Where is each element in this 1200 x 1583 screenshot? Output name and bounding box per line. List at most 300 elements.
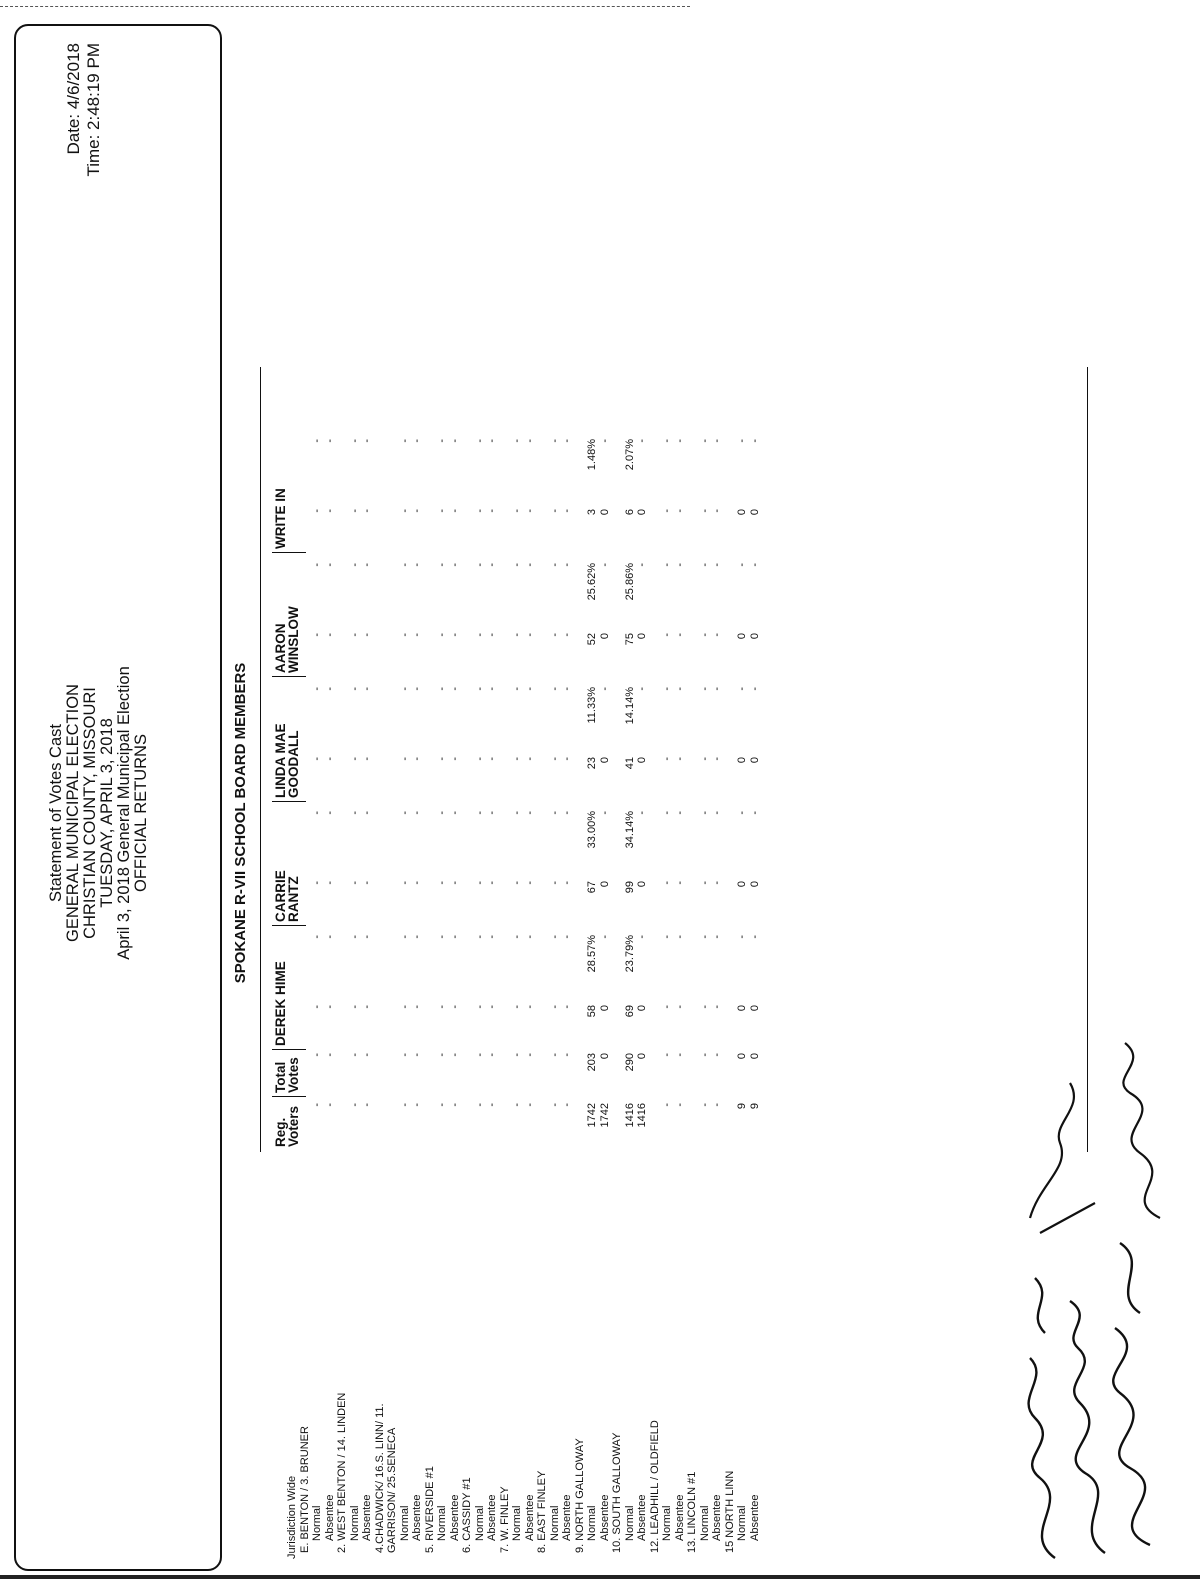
table-cell: - <box>598 811 611 815</box>
table-cell: - <box>411 1103 423 1107</box>
table-cell: - <box>361 509 373 513</box>
table-cell: - <box>348 757 361 761</box>
table-cell: - <box>711 687 723 691</box>
table-cell: - <box>436 1103 448 1107</box>
table-cell: 0 <box>748 881 761 888</box>
table-cell: - <box>661 509 673 513</box>
table-cell: - <box>398 563 411 567</box>
table-cell: - <box>448 1005 461 1009</box>
table-cell: - <box>361 563 373 567</box>
table-cell: 1742 <box>586 1103 598 1128</box>
table-cell: - <box>348 1005 361 1009</box>
table-cell: - <box>698 881 711 885</box>
table-cell: - <box>511 935 523 939</box>
table-cell: 0 <box>598 509 611 516</box>
vote-type-label: Normal <box>548 1505 561 1541</box>
table-cell: - <box>548 687 561 691</box>
table-cell: - <box>636 563 648 567</box>
table-cell: - <box>511 439 523 443</box>
table-cell: - <box>311 563 323 567</box>
table-cell: - <box>548 1053 561 1057</box>
table-cell: - <box>548 1005 561 1009</box>
table-cell: - <box>411 757 423 761</box>
table-cell: - <box>448 1103 461 1107</box>
jurisdiction-label: 7. W. FINLEY <box>498 1486 511 1553</box>
report-time: Time: 2:48:19 PM <box>84 43 103 177</box>
table-cell: 41 <box>623 757 636 770</box>
table-rule-top <box>260 367 261 1152</box>
table-cell: - <box>561 633 573 637</box>
table-cell: - <box>436 509 448 513</box>
table-cell: - <box>311 881 323 885</box>
table-cell: - <box>548 509 561 513</box>
table-cell: - <box>311 757 323 761</box>
table-cell: - <box>348 811 361 815</box>
vote-type-label: Normal <box>511 1505 523 1541</box>
table-cell: - <box>748 563 761 567</box>
table-cell: - <box>511 1053 523 1057</box>
table-cell: - <box>598 935 611 939</box>
table-cell: - <box>636 811 648 815</box>
table-cell: - <box>323 811 336 815</box>
table-cell: - <box>548 633 561 637</box>
table-cell: - <box>436 757 448 761</box>
table-row <box>311 0 324 1583</box>
jurisdiction-label: 12. LEADHILL / OLDFIELD <box>648 1420 661 1553</box>
jurisdiction-label: Jurisdiction Wide <box>286 1475 298 1559</box>
table-cell: - <box>323 757 336 761</box>
table-cell: 0 <box>598 1053 611 1060</box>
table-cell: - <box>311 811 323 815</box>
table-cell: - <box>523 439 536 443</box>
report-date: Date: 4/6/2018 <box>64 43 83 155</box>
col-header-line: AARON <box>273 623 288 673</box>
table-cell: - <box>698 1053 711 1057</box>
table-cell: - <box>411 687 423 691</box>
table-row <box>611 0 624 1583</box>
vote-type-label: Absentee <box>523 1494 536 1541</box>
table-cell: - <box>523 1053 536 1057</box>
table-row <box>661 0 674 1583</box>
table-cell: - <box>511 687 523 691</box>
table-cell: - <box>698 687 711 691</box>
table-cell: 25.62% <box>586 563 598 601</box>
table-cell: - <box>361 1005 373 1009</box>
table-cell: - <box>436 687 448 691</box>
table-cell: - <box>561 935 573 939</box>
table-cell: - <box>398 439 411 443</box>
table-cell: - <box>361 881 373 885</box>
table-cell: 14.14% <box>623 687 636 725</box>
table-cell: 0 <box>736 509 748 516</box>
table-cell: - <box>698 439 711 443</box>
table-cell: - <box>486 1103 498 1107</box>
table-cell: - <box>598 439 611 443</box>
vote-data-rows <box>286 0 761 1583</box>
table-cell: - <box>698 633 711 637</box>
table-cell: - <box>673 1053 686 1057</box>
vote-type-label: Absentee <box>673 1494 686 1541</box>
table-cell: - <box>398 1053 411 1057</box>
table-cell: - <box>673 1103 686 1107</box>
table-cell: - <box>398 757 411 761</box>
table-row <box>636 0 649 1583</box>
table-cell: - <box>711 439 723 443</box>
table-cell: - <box>398 687 411 691</box>
table-cell: - <box>673 633 686 637</box>
table-cell: - <box>698 811 711 815</box>
vote-type-label: Normal <box>473 1505 486 1541</box>
table-cell: - <box>486 563 498 567</box>
table-row <box>386 0 399 1583</box>
contest-title: SPOKANE R-VII SCHOOL BOARD MEMBERS <box>232 662 249 984</box>
table-cell: 75 <box>623 633 636 646</box>
table-cell: - <box>636 687 648 691</box>
table-cell: - <box>523 757 536 761</box>
col-header-line: DEREK HIME <box>273 961 288 1046</box>
table-cell: - <box>523 935 536 939</box>
report-title-line: GENERAL MUNICIPAL ELECTION <box>64 684 82 942</box>
table-cell: 1416 <box>623 1103 636 1128</box>
table-cell: - <box>398 509 411 513</box>
table-row <box>511 0 524 1583</box>
table-row <box>324 0 337 1583</box>
table-cell: - <box>736 687 748 691</box>
report-title-line: OFFICIAL RETURNS <box>132 734 150 892</box>
table-cell: - <box>711 1053 723 1057</box>
handwritten-signatures <box>1000 1023 1190 1563</box>
table-cell: - <box>698 757 711 761</box>
table-cell: 2.07% <box>623 439 636 471</box>
table-cell: 52 <box>586 633 598 646</box>
table-cell: - <box>523 1103 536 1107</box>
table-cell: 0 <box>636 633 648 640</box>
report-title-line: CHRISTIAN COUNTY, MISSOURI <box>81 687 99 939</box>
table-cell: - <box>673 1005 686 1009</box>
table-cell: - <box>323 509 336 513</box>
table-cell: - <box>473 935 486 939</box>
table-cell: 34.14% <box>623 811 636 849</box>
table-cell: - <box>411 633 423 637</box>
table-cell: - <box>411 1053 423 1057</box>
table-cell: - <box>473 509 486 513</box>
table-cell: - <box>486 757 498 761</box>
table-row <box>574 0 587 1583</box>
jurisdiction-label: E. BENTON / 3. BRUNER <box>298 1426 311 1553</box>
signature-stroke <box>1029 1278 1055 1558</box>
table-row <box>461 0 474 1583</box>
table-cell: - <box>548 935 561 939</box>
table-row <box>349 0 362 1583</box>
table-cell: - <box>348 1103 361 1107</box>
table-cell: - <box>698 935 711 939</box>
table-cell: - <box>473 439 486 443</box>
table-row <box>299 0 312 1583</box>
jurisdiction-label: 5. RIVERSIDE #1 <box>423 1466 436 1553</box>
table-cell: - <box>398 935 411 939</box>
table-cell: - <box>436 935 448 939</box>
table-cell: - <box>361 935 373 939</box>
signature-stroke <box>1123 1043 1160 1218</box>
table-cell: 0 <box>636 509 648 516</box>
table-cell: - <box>523 1005 536 1009</box>
table-cell: - <box>561 509 573 513</box>
table-cell: - <box>323 1103 336 1107</box>
table-cell: - <box>548 439 561 443</box>
table-cell: - <box>486 1053 498 1057</box>
table-cell: - <box>698 563 711 567</box>
table-row <box>424 0 437 1583</box>
table-cell: - <box>473 1103 486 1107</box>
report-title-line: TUESDAY, APRIL 3, 2018 <box>98 718 116 908</box>
table-cell: - <box>673 563 686 567</box>
table-cell: - <box>561 1103 573 1107</box>
table-cell: - <box>348 687 361 691</box>
table-cell: - <box>348 935 361 939</box>
table-cell: - <box>673 757 686 761</box>
table-cell: - <box>486 881 498 885</box>
table-cell: - <box>348 439 361 443</box>
vote-type-label: Absentee <box>411 1494 423 1541</box>
table-cell: - <box>711 563 723 567</box>
table-cell: - <box>311 439 323 443</box>
table-cell: - <box>523 633 536 637</box>
table-cell: - <box>486 633 498 637</box>
table-cell: - <box>661 1053 673 1057</box>
table-cell: - <box>673 811 686 815</box>
table-cell: - <box>473 633 486 637</box>
table-row <box>486 0 499 1583</box>
table-cell: - <box>673 935 686 939</box>
table-cell: - <box>411 439 423 443</box>
col-header-line: WINSLOW <box>286 606 301 673</box>
table-cell: - <box>711 1005 723 1009</box>
jurisdiction-label: 8. EAST FINLEY <box>536 1470 548 1553</box>
table-cell: 0 <box>748 509 761 516</box>
table-cell: - <box>323 687 336 691</box>
table-row <box>399 0 412 1583</box>
table-cell: - <box>661 1103 673 1107</box>
vote-type-label: Normal <box>398 1505 411 1541</box>
col-header-line: Total <box>273 1061 288 1093</box>
jurisdiction-label: 6. CASSIDY #1 <box>461 1477 473 1553</box>
table-cell: 28.57% <box>586 935 598 973</box>
table-row <box>336 0 349 1583</box>
table-cell: - <box>473 881 486 885</box>
table-cell: - <box>311 1103 323 1107</box>
table-cell: - <box>711 881 723 885</box>
table-cell: - <box>561 811 573 815</box>
report-title-block <box>48 463 150 1163</box>
table-cell: - <box>511 881 523 885</box>
table-row <box>736 0 749 1583</box>
table-row <box>374 0 387 1583</box>
table-cell: 9 <box>748 1103 761 1110</box>
table-cell: - <box>511 1005 523 1009</box>
table-cell: - <box>348 509 361 513</box>
table-cell: - <box>448 757 461 761</box>
table-cell: - <box>548 881 561 885</box>
table-cell: - <box>311 1005 323 1009</box>
table-cell: 290 <box>623 1053 636 1072</box>
jurisdiction-label: GARRISON/ 25.SENECA <box>386 1427 398 1553</box>
table-cell: - <box>411 563 423 567</box>
table-cell: - <box>598 687 611 691</box>
table-cell: 1416 <box>636 1103 648 1128</box>
table-cell: - <box>523 563 536 567</box>
table-cell: - <box>698 1103 711 1107</box>
table-row <box>549 0 562 1583</box>
vote-type-label: Normal <box>736 1505 748 1541</box>
vote-type-label: Absentee <box>361 1494 373 1541</box>
table-cell: - <box>661 757 673 761</box>
table-cell: 3 <box>586 509 598 516</box>
table-cell: - <box>361 633 373 637</box>
signature-stroke <box>1113 1243 1150 1545</box>
table-cell: - <box>323 439 336 443</box>
table-cell: 0 <box>636 1053 648 1060</box>
table-row <box>474 0 487 1583</box>
table-cell: - <box>561 757 573 761</box>
table-cell: - <box>548 811 561 815</box>
table-cell: - <box>736 439 748 443</box>
table-cell: 0 <box>736 1053 748 1060</box>
table-cell: 1.48% <box>586 439 598 471</box>
col-header-line: LINDA MAE <box>273 723 288 798</box>
table-cell: - <box>436 563 448 567</box>
vote-type-label: Absentee <box>486 1494 498 1541</box>
table-cell: - <box>361 687 373 691</box>
table-cell: - <box>548 757 561 761</box>
table-cell: - <box>348 1053 361 1057</box>
table-cell: - <box>473 687 486 691</box>
table-cell: 0 <box>748 1005 761 1012</box>
table-cell: 0 <box>736 1005 748 1012</box>
table-cell: - <box>311 935 323 939</box>
table-cell: - <box>661 687 673 691</box>
table-row <box>711 0 724 1583</box>
table-cell: 0 <box>598 1005 611 1012</box>
vote-type-label: Absentee <box>598 1494 611 1541</box>
table-cell: - <box>523 687 536 691</box>
table-row <box>724 0 737 1583</box>
table-cell: - <box>398 811 411 815</box>
table-cell: 0 <box>636 1005 648 1012</box>
table-cell: - <box>348 563 361 567</box>
table-cell: - <box>323 881 336 885</box>
table-cell: - <box>511 633 523 637</box>
table-row <box>649 0 662 1583</box>
vote-type-label: Normal <box>623 1505 636 1541</box>
table-row <box>361 0 374 1583</box>
table-cell: - <box>511 757 523 761</box>
report-title-line: Statement of Votes Cast <box>47 724 65 902</box>
table-cell: - <box>448 811 461 815</box>
table-cell: - <box>323 633 336 637</box>
table-row <box>674 0 687 1583</box>
table-cell: 0 <box>598 881 611 888</box>
table-cell: - <box>411 811 423 815</box>
table-cell: - <box>473 563 486 567</box>
table-cell: - <box>661 633 673 637</box>
table-cell: - <box>561 1005 573 1009</box>
vote-type-label: Normal <box>311 1505 323 1541</box>
vote-type-label: Normal <box>436 1505 448 1541</box>
table-cell: - <box>673 439 686 443</box>
table-cell: - <box>448 563 461 567</box>
table-row <box>286 0 299 1583</box>
table-cell: - <box>411 881 423 885</box>
vote-type-label: Normal <box>698 1505 711 1541</box>
table-cell: 0 <box>748 757 761 764</box>
table-cell: - <box>511 1103 523 1107</box>
table-cell: - <box>348 881 361 885</box>
table-cell: - <box>511 811 523 815</box>
table-cell: - <box>711 935 723 939</box>
table-cell: - <box>636 439 648 443</box>
table-cell: 23.79% <box>623 935 636 973</box>
table-cell: - <box>398 881 411 885</box>
table-row <box>586 0 599 1583</box>
table-cell: - <box>486 935 498 939</box>
col-header-line: Votes <box>286 1057 301 1093</box>
table-cell: - <box>398 1005 411 1009</box>
table-row <box>536 0 549 1583</box>
table-cell: - <box>711 757 723 761</box>
table-cell: - <box>548 563 561 567</box>
signature-stroke <box>1070 1301 1105 1553</box>
table-cell: - <box>473 1053 486 1057</box>
table-cell: - <box>311 687 323 691</box>
jurisdiction-label: 13. LINCOLN #1 <box>686 1471 698 1553</box>
table-row <box>411 0 424 1583</box>
table-cell: - <box>486 811 498 815</box>
table-cell: - <box>361 1103 373 1107</box>
vote-type-label: Absentee <box>711 1494 723 1541</box>
table-cell: - <box>411 935 423 939</box>
table-cell: - <box>598 563 611 567</box>
table-cell: 0 <box>748 633 761 640</box>
table-cell: - <box>486 509 498 513</box>
table-cell: - <box>698 1005 711 1009</box>
table-cell: 67 <box>586 881 598 894</box>
table-cell: - <box>736 563 748 567</box>
vote-type-label: Absentee <box>323 1494 336 1541</box>
table-cell: - <box>398 1103 411 1107</box>
table-cell: - <box>398 633 411 637</box>
jurisdiction-label: 2. WEST BENTON / 14. LINDEN <box>336 1392 348 1553</box>
vote-type-label: Absentee <box>748 1494 761 1541</box>
table-cell: - <box>448 881 461 885</box>
table-cell: - <box>748 687 761 691</box>
table-cell: 33.00% <box>586 811 598 849</box>
report-title-line: April 3, 2018 General Municipal Election <box>115 666 133 960</box>
table-cell: 0 <box>736 633 748 640</box>
table-cell: - <box>736 935 748 939</box>
table-cell: - <box>311 509 323 513</box>
vote-type-label: Absentee <box>636 1494 648 1541</box>
table-cell: - <box>736 811 748 815</box>
col-header-line: WRITE IN <box>273 488 288 549</box>
table-cell: - <box>636 935 648 939</box>
table-cell: - <box>661 811 673 815</box>
table-cell: - <box>561 439 573 443</box>
table-cell: 203 <box>586 1053 598 1072</box>
table-cell: 0 <box>748 1053 761 1060</box>
vote-type-label: Absentee <box>561 1494 573 1541</box>
table-cell: - <box>436 811 448 815</box>
vote-type-label: Absentee <box>448 1494 461 1541</box>
